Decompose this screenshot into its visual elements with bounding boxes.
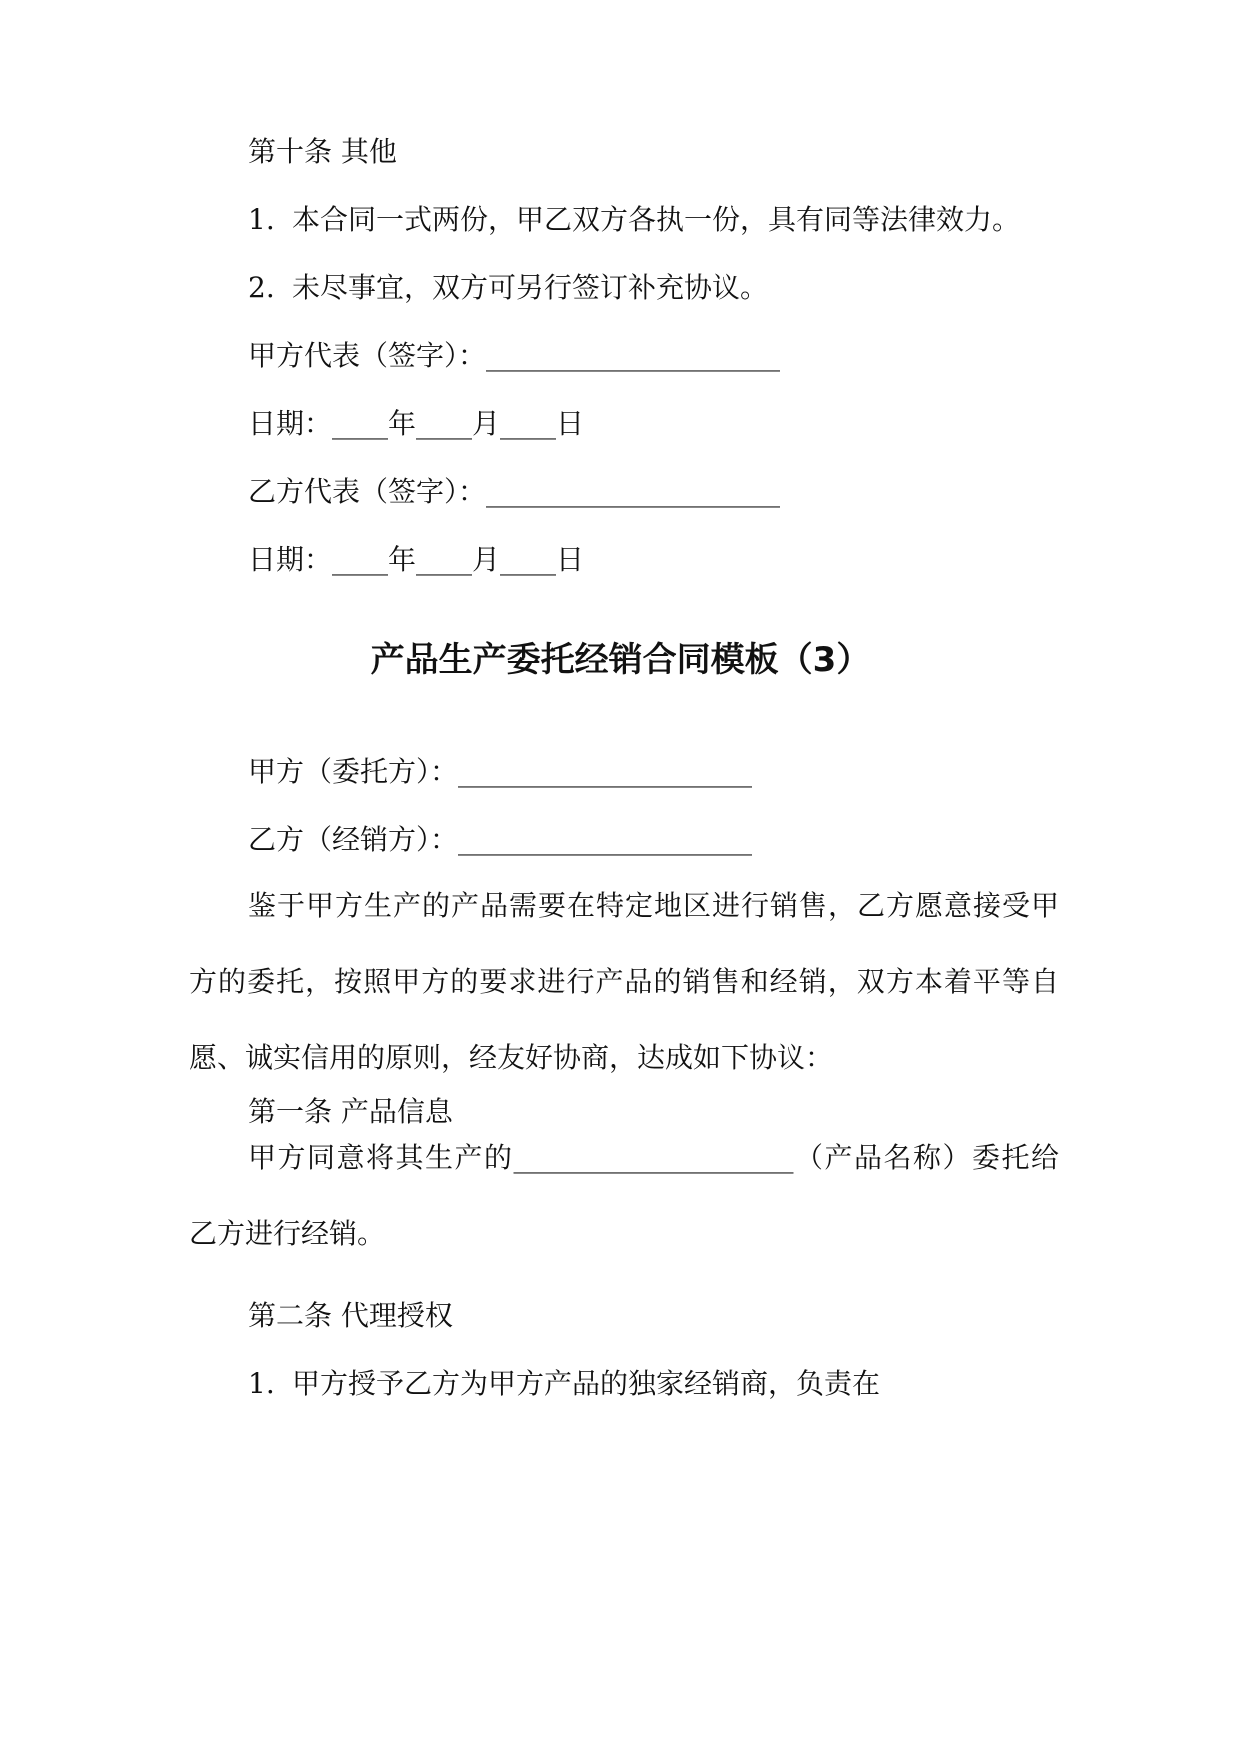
list-number: 2. — [248, 271, 275, 304]
list-number: 1. — [248, 203, 275, 236]
party-b-signature-line: 乙方代表（签字）：_____________________ — [248, 475, 781, 508]
article-heading: 第一条 产品信息 — [248, 1095, 453, 1128]
list-text: 未尽事宜，双方可另行签订补充协议。 — [292, 271, 769, 304]
list-text: 甲方授予乙方为甲方产品的独家经销商，负责在 — [292, 1367, 881, 1400]
preamble-paragraph: 鉴于甲方生产的产品需要在特定地区进行销售，乙方愿意接受甲方的委托，按照甲方的要求进行产品的销售和经销，双方本着平等自愿、诚实信用的原则，经友好协商，达成如下协议： — [189, 889, 1059, 1074]
party-a-field: 甲方（委托方）：_____________________ — [248, 755, 753, 788]
list-item — [248, 268, 768, 308]
list-text: 本合同一式两份，甲乙双方各执一份，具有同等法律效力。 — [292, 203, 1021, 236]
party-b-field: 乙方（经销方）：_____________________ — [248, 823, 753, 856]
contract-title: 产品生产委托经销合同模板（3） — [370, 640, 871, 680]
list-item — [248, 200, 1020, 240]
list-number: 1. — [248, 1367, 275, 1400]
list-item — [248, 1364, 880, 1404]
party-a-signature-line: 甲方代表（签字）：_____________________ — [248, 339, 781, 372]
article-heading: 第二条 代理授权 — [248, 1299, 453, 1332]
party-b-date-line: 日期：____年____月____日 — [248, 543, 585, 576]
article-paragraph: 甲方同意将其生产的____________________（产品名称）委托给乙方进行经销。 — [189, 1141, 1059, 1250]
article-heading: 第十条 其他 — [248, 135, 397, 168]
party-a-date-line: 日期：____年____月____日 — [248, 407, 585, 440]
